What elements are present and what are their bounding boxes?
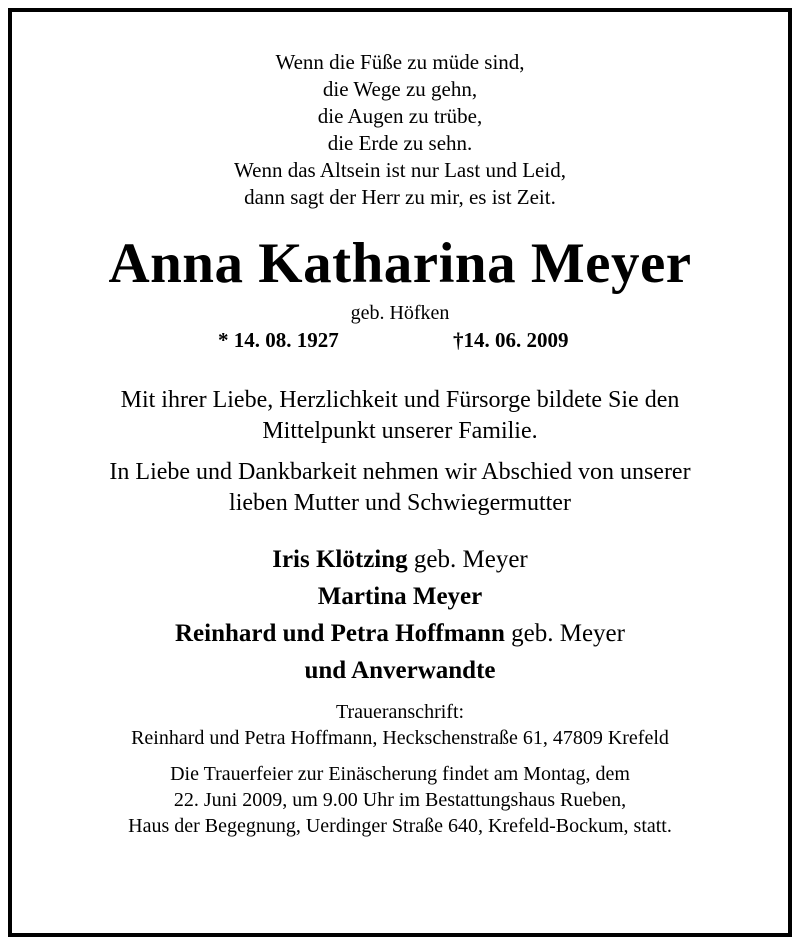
mourner-name: Iris Klötzing	[272, 546, 408, 573]
poem-line: Wenn die Füße zu müde sind,	[275, 50, 525, 74]
poem-line: Wenn das Altsein ist nur Last und Leid,	[234, 158, 566, 182]
birth-date-group	[218, 325, 339, 355]
poem-line: die Erde zu sehn.	[327, 131, 473, 155]
birth-date: 14. 08. 1927	[233, 328, 339, 352]
mourner-entry	[12, 541, 788, 578]
tribute-paragraph-1	[12, 385, 788, 447]
tribute-line: Mittelpunkt unserer Familie.	[262, 418, 538, 444]
tribute-line: Mit ihrer Liebe, Herzlichkeit und Fürsorge bildete Sie den	[120, 387, 680, 413]
poem-line: die Wege zu gehn,	[322, 77, 478, 101]
mourners-list	[12, 541, 788, 689]
birth-star-icon: *	[218, 328, 229, 352]
life-dates	[12, 325, 788, 355]
ceremony-line: Haus der Begegnung, Uerdinger Straße 640, Krefeld-Bockum, statt.	[128, 815, 672, 837]
ceremony-notice	[12, 761, 788, 839]
mourner-suffix: geb. Meyer	[407, 546, 528, 573]
poem	[12, 49, 788, 211]
poem-line: dann sagt der Herr zu mir, es ist Zeit.	[244, 185, 556, 209]
death-date-group	[453, 325, 569, 355]
mourning-address	[12, 699, 788, 751]
tribute-line: lieben Mutter und Schwiegermutter	[229, 490, 571, 516]
address-label: Traueranschrift:	[335, 701, 465, 723]
poem-line: die Augen zu trübe,	[317, 104, 483, 128]
death-cross-icon: †	[453, 328, 464, 352]
obituary-frame	[8, 8, 792, 937]
ceremony-line: Die Trauerfeier zur Einäscherung findet am Montag, dem	[170, 763, 630, 785]
tribute-paragraph-2	[12, 457, 788, 519]
tribute-line: In Liebe und Dankbarkeit nehmen wir Abschied von unserer	[109, 459, 691, 485]
maiden-name: geb. Höfken	[350, 302, 450, 324]
mourner-name: und Anverwandte	[304, 657, 496, 684]
mourner-entry	[12, 578, 788, 615]
ceremony-line: 22. Juni 2009, um 9.00 Uhr im Bestattungshaus Rueben,	[173, 789, 627, 811]
mourner-entry	[12, 652, 788, 689]
address-text: Reinhard und Petra Hoffmann, Heckschenstraße 61, 47809 Krefeld	[131, 727, 669, 749]
mourner-suffix: geb. Meyer	[504, 620, 625, 647]
mourner-name: Martina Meyer	[317, 583, 483, 610]
obituary-content	[12, 12, 788, 839]
deceased-name: Anna Katharina Meyer	[108, 232, 692, 295]
death-date: 14. 06. 2009	[463, 328, 569, 352]
mourner-name: Reinhard und Petra Hoffmann	[175, 620, 505, 647]
mourner-entry	[12, 615, 788, 652]
